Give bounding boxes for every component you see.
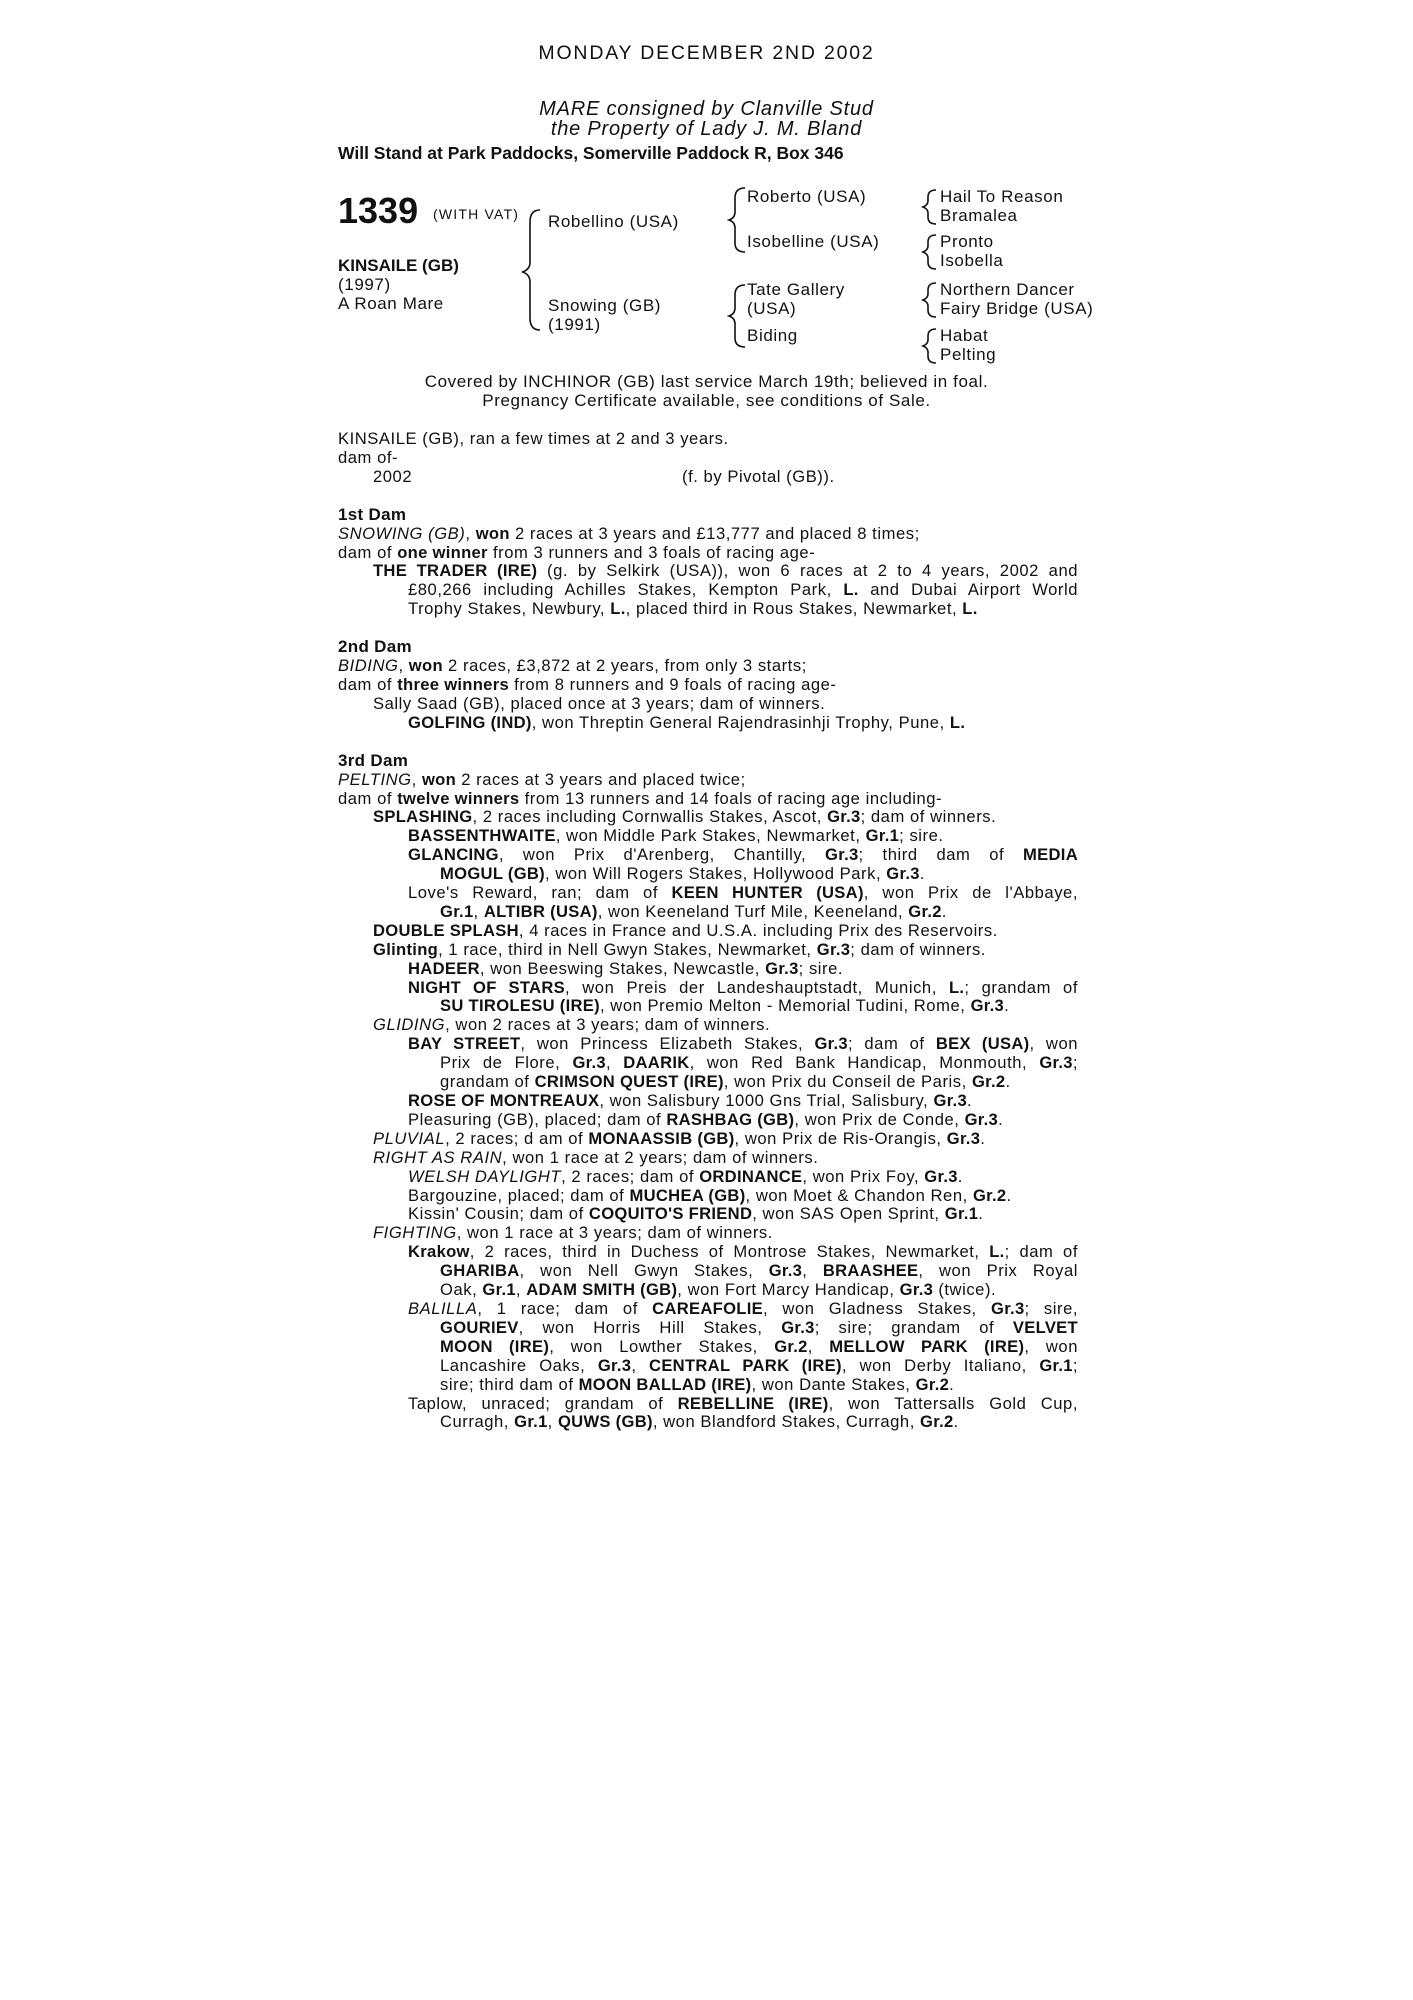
dam3-heading: 3rd Dam [338, 750, 409, 770]
dam-dam: Biding [747, 326, 798, 345]
dam3-line: GLIDING, won 2 races at 3 years; dam of winners. [373, 1015, 771, 1035]
dam-year: (1991) [548, 315, 601, 334]
dam3-line: MOGUL (GB), won Will Rogers Stakes, Hollywood Park, Gr.3. [440, 864, 925, 884]
horse-description: A Roan Mare [338, 294, 444, 313]
dam3-line: HADEER, won Beeswing Stakes, Newcastle, Gr.3; sire. [408, 958, 844, 978]
dam3-line: SPLASHING, 2 races including Cornwallis Stakes, Ascot, Gr.3; dam of winners. [373, 807, 997, 827]
gen3-6: Fairy Bridge (USA) [940, 299, 1094, 318]
dam3-line: BALILLA, 1 race; dam of CAREAFOLIE, won Gladness Stakes, Gr.3; sire, [408, 1298, 1079, 1318]
dam3-line: Pleasuring (GB), placed; dam of RASHBAG (GB), won Prix de Conde, Gr.3. [408, 1109, 1004, 1129]
dam3-line: Kissin' Cousin; dam of COQUITO'S FRIEND, won SAS Open Sprint, Gr.1. [408, 1204, 984, 1224]
dam3-line: GOURIEV, won Horris Hill Stakes, Gr.3; sire; grandam of VELVET [440, 1317, 1078, 1337]
dam2-line: GOLFING (IND), won Threptin General Rajendrasinhji Trophy, Pune, L. [408, 712, 966, 732]
dam3-line: grandam of CRIMSON QUEST (IRE), won Prix du Conseil de Paris, Gr.2. [440, 1072, 1011, 1092]
sire: Robellino (USA) [548, 212, 679, 231]
dam1-line: £80,266 including Achilles Stakes, Kempton Park, L. and Dubai Airport World [408, 580, 1078, 600]
horse-name: KINSAILE (GB) [338, 256, 459, 275]
pedigree-braces [0, 0, 1413, 380]
dam3-line: PELTING, won 2 races at 3 years and placed twice; [338, 769, 746, 789]
dam3-line: Bargouzine, placed; dam of MUCHEA (GB), won Moet & Chandon Ren, Gr.2. [408, 1185, 1012, 1205]
dam3-line: Taplow, unraced; grandam of REBELLINE (IRE), won Tattersalls Gold Cup, [408, 1393, 1078, 1413]
dam3-line: BASSENTHWAITE, won Middle Park Stakes, Newmarket, Gr.1; sire. [408, 826, 944, 846]
dam1-line: Trophy Stakes, Newbury, L., placed third in Rous Stakes, Newmarket, L. [408, 599, 978, 619]
dam2-line: Sally Saad (GB), placed once at 3 years; dam of winners. [373, 693, 826, 713]
gen3-4: Isobella [940, 251, 1004, 270]
produce-year: 2002 [373, 466, 413, 486]
dam3-line: Lancashire Oaks, Gr.3, CENTRAL PARK (IRE), won Derby Italiano, Gr.1; [440, 1355, 1078, 1375]
property-line: the Property of Lady J. M. Bland [550, 118, 863, 140]
dam1-line: THE TRADER (IRE) (g. by Selkirk (USA)), won 6 races at 2 to 4 years, 2002 and [373, 561, 1079, 581]
dam3-line: MOON (IRE), won Lowther Stakes, Gr.2, MELLOW PARK (IRE), won [440, 1336, 1078, 1356]
produce-intro: KINSAILE (GB), ran a few times at 2 and 3 years. [338, 429, 729, 448]
dam2-line: BIDING, won 2 races, £3,872 at 2 years, from only 3 starts; [338, 656, 807, 676]
gen3-8: Pelting [940, 345, 997, 364]
dam1-line: SNOWING (GB), won 2 races at 3 years and £13,777 and placed 8 times; [338, 523, 920, 543]
dam: Snowing (GB) [548, 296, 662, 315]
dam3-line: sire; third dam of MOON BALLAD (IRE), won Dante Stakes, Gr.2. [440, 1374, 955, 1394]
sale-date: MONDAY DECEMBER 2ND 2002 [538, 42, 875, 64]
dam3-line: Glinting, 1 race, third in Nell Gwyn Stakes, Newmarket, Gr.3; dam of winners. [373, 939, 986, 959]
sire-sire: Roberto (USA) [747, 187, 867, 206]
dam1-line: dam of one winner from 3 runners and 3 foals of racing age- [338, 542, 816, 562]
dam3-line: Love's Reward, ran; dam of KEEN HUNTER (USA), won Prix de l'Abbaye, [408, 883, 1078, 903]
dam3-line: ROSE OF MONTREAUX, won Salisbury 1000 Gns Trial, Salisbury, Gr.3. [408, 1091, 973, 1110]
dam3-line: Oak, Gr.1, ADAM SMITH (GB), won Fort Marcy Handicap, Gr.3 (twice). [440, 1280, 997, 1300]
vat-note: (WITH VAT) [433, 206, 520, 222]
dam3-line: dam of twelve winners from 13 runners and 14 foals of racing age including- [338, 788, 943, 808]
produce-record [338, 468, 1078, 487]
dam3-line: Curragh, Gr.1, QUWS (GB), won Blandford Stakes, Curragh, Gr.2. [440, 1412, 959, 1432]
dam-sire-line1: Tate Gallery [747, 280, 845, 299]
produce-foal: (f. by Pivotal (GB)). [682, 466, 835, 486]
horse-year: (1997) [338, 275, 391, 294]
dam3-line: DOUBLE SPLASH, 4 races in France and U.S.A. including Prix des Reservoirs. [373, 920, 998, 940]
dam3-line: GHARIBA, won Nell Gwyn Stakes, Gr.3, BRAASHEE, won Prix Royal [440, 1261, 1078, 1281]
dam3-line: GLANCING, won Prix d'Arenberg, Chantilly, Gr.3; third dam of MEDIA [408, 845, 1078, 865]
dam3-line: FIGHTING, won 1 race at 3 years; dam of winners. [373, 1223, 773, 1243]
stand-location: Will Stand at Park Paddocks, Somerville Paddock R, Box 346 [338, 143, 844, 163]
dam3-line: WELSH DAYLIGHT, 2 races; dam of ORDINANCE, won Prix Foy, Gr.3. [408, 1166, 963, 1186]
dam3-line: SU TIROLESU (IRE), won Premio Melton - Memorial Tudini, Rome, Gr.3. [440, 996, 1010, 1016]
dam-sire-line2: (USA) [747, 299, 797, 318]
consignor-line: MARE consigned by Clanville Stud [539, 98, 874, 120]
covered-note: Covered by INCHINOR (GB) last service March 19th; believed in foal. [424, 372, 989, 391]
gen3-7: Habat [940, 326, 989, 345]
gen3-3: Pronto [940, 232, 994, 251]
dam1-heading: 1st Dam [338, 504, 407, 524]
sire-dam: Isobelline (USA) [747, 232, 880, 251]
dam3-line: PLUVIAL, 2 races; d am of MONAASSIB (GB), won Prix de Ris-Orangis, Gr.3. [373, 1128, 986, 1148]
dam3-line: BAY STREET, won Princess Elizabeth Stakes, Gr.3; dam of BEX (USA), won [408, 1034, 1078, 1054]
pregnancy-note: Pregnancy Certificate available, see conditions of Sale. [482, 391, 931, 410]
gen3-2: Bramalea [940, 206, 1018, 225]
gen3-1: Hail To Reason [940, 187, 1064, 206]
dam3-line: NIGHT OF STARS, won Preis der Landeshauptstadt, Munich, L.; grandam of [408, 977, 1078, 997]
dam3-line: Krakow, 2 races, third in Duchess of Montrose Stakes, Newmarket, L.; dam of [408, 1242, 1078, 1262]
gen3-5: Northern Dancer [940, 280, 1075, 299]
catalogue-body [338, 430, 1078, 1432]
dam2-line: dam of three winners from 8 runners and 9 foals of racing age- [338, 674, 837, 694]
dam3-line: Prix de Flore, Gr.3, DAARIK, won Red Bank Handicap, Monmouth, Gr.3; [440, 1053, 1078, 1073]
dam2-heading: 2nd Dam [338, 637, 412, 657]
produce-dam-of: dam of- [338, 447, 399, 467]
lot-number: 1339 [338, 190, 419, 231]
dam3-line: Gr.1, ALTIBR (USA), won Keeneland Turf Mile, Keeneland, Gr.2. [440, 901, 947, 921]
dam3-line: RIGHT AS RAIN, won 1 race at 2 years; dam of winners. [373, 1147, 819, 1167]
